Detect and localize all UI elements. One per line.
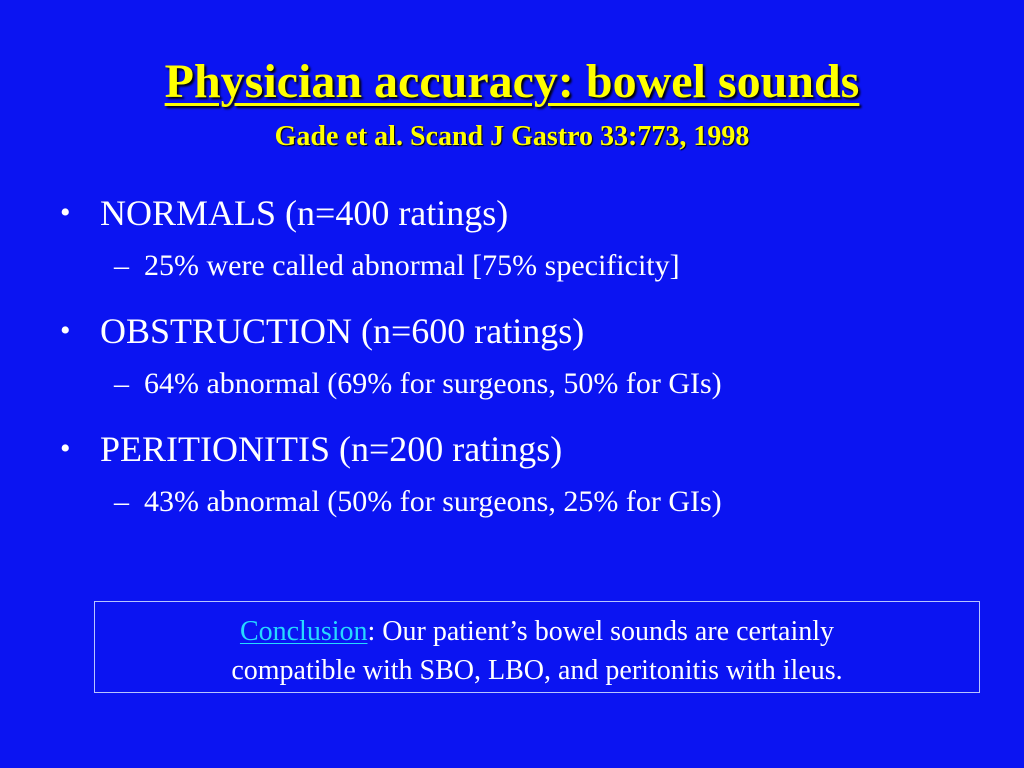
sub-bullet-normals [58,246,998,308]
slide-subtitle-citation: Gade et al. Scand J Gastro 33:773, 1998 [274,121,750,152]
bullet-list [58,190,998,544]
conclusion-separator: : [367,616,376,647]
conclusion-text-line-1: Our patient’s bowel sounds are certainly [375,616,835,647]
sub-bullet-peritonitis [58,482,998,544]
sub-bullet-text: 25% were called abnormal [75% specificity] [144,249,680,282]
conclusion-text-line-2: compatible with SBO, LBO, and peritonitis with ileus. [231,655,843,686]
sub-bullet-marker: – [114,367,129,400]
sub-bullet-text: 64% abnormal (69% for surgeons, 50% for GIs) [144,367,722,400]
bullet-marker: • [60,314,71,347]
sub-bullet-obstruction [58,364,998,426]
conclusion-line-1 [95,612,979,651]
sub-bullet-marker: – [114,485,129,518]
bullet-marker: • [60,432,71,465]
bullet-text: PERITIONITIS (n=200 ratings) [100,429,563,469]
sub-bullet-marker: – [114,249,129,282]
bullet-item-obstruction [58,308,998,364]
slide-title: Physician accuracy: bowel sounds [164,55,860,108]
bullet-item-peritonitis [58,426,998,482]
bullet-text: NORMALS (n=400 ratings) [100,193,509,233]
bullet-marker: • [60,196,71,229]
sub-bullet-text: 43% abnormal (50% for surgeons, 25% for GIs) [144,485,722,518]
bullet-item-normals [58,190,998,246]
bullet-text: OBSTRUCTION (n=600 ratings) [100,311,585,351]
conclusion-link[interactable]: Conclusion [239,616,368,647]
conclusion-box [94,601,980,693]
